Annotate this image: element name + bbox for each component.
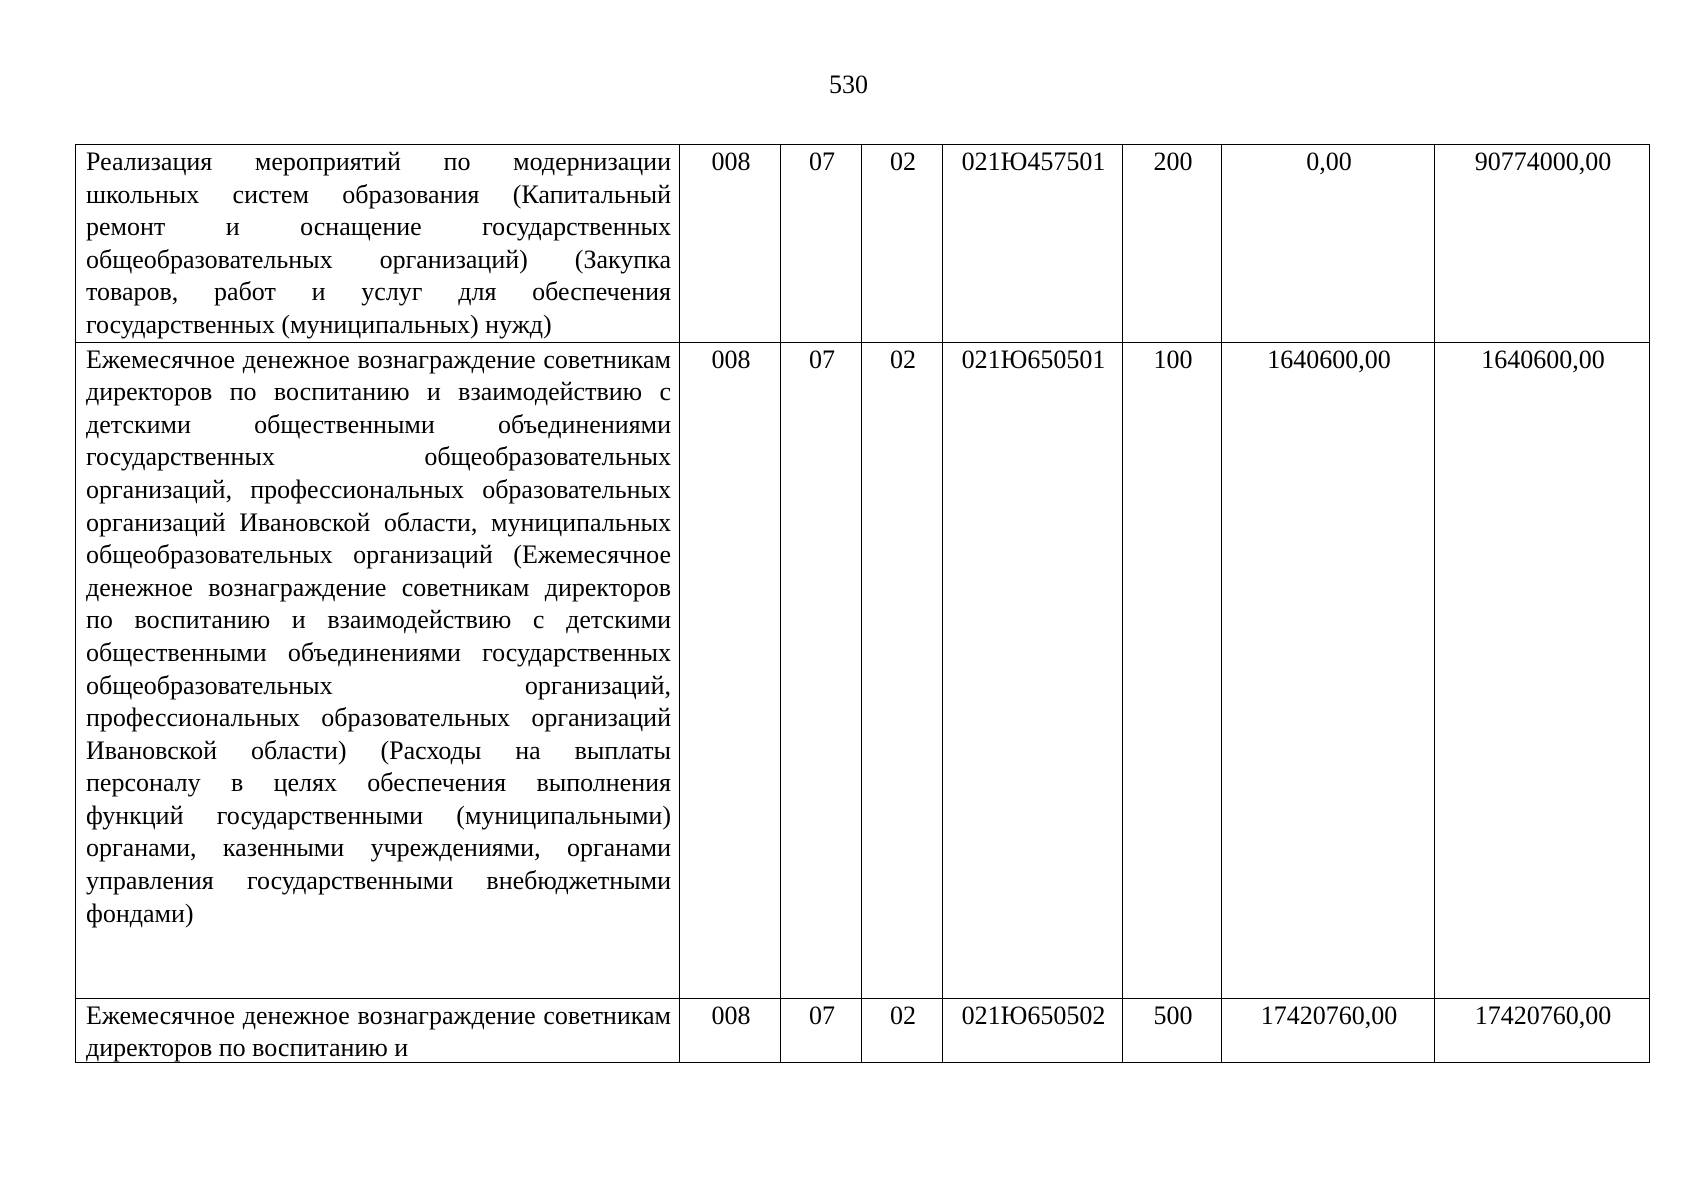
target-article-cell: 021Ю457501 bbox=[943, 145, 1123, 343]
table-row bbox=[76, 342, 1650, 998]
expense-type-cell: 200 bbox=[1123, 145, 1222, 343]
section-code-cell: 07 bbox=[781, 998, 862, 1062]
budget-table bbox=[75, 144, 1650, 1063]
ministry-code-cell: 008 bbox=[680, 145, 781, 343]
expense-type-cell: 100 bbox=[1123, 342, 1222, 998]
section-code-cell: 07 bbox=[781, 145, 862, 343]
table-row bbox=[76, 998, 1650, 1062]
ministry-code-cell: 008 bbox=[680, 998, 781, 1062]
target-article-cell: 021Ю650502 bbox=[943, 998, 1123, 1062]
description-cell: Реализация мероприятий по модернизации школьных систем образования (Капитальный ремонт и оснащение государственных общеобразовательных организаций) (Закупка товаров, работ и услуг для обеспечения государственных (муниципальных) нужд) bbox=[76, 145, 680, 343]
amount-second-cell: 90774000,00 bbox=[1435, 145, 1650, 343]
expense-type-cell: 500 bbox=[1123, 998, 1222, 1062]
amount-first-cell: 0,00 bbox=[1222, 145, 1435, 343]
description-cell: Ежемесячное денежное вознаграждение советникам директоров по воспитанию и взаимодействию с детскими общественными объединениями государственных общеобразовательных организаций, профессиональных образовательных организаций Ивановской области, муниципальных общеобразовательных организаций (Ежемесячное денежное вознаграждение советникам директоров по воспитанию и взаимодействию с детскими общественными объединениями государственных общеобразовательных организаций, профессиональных образовательных организаций Ивановской области) (Расходы на выплаты персоналу в целях обеспечения выполнения функций государственными (муниципальными) органами, казенными учреждениями, органами управления государственными внебюджетными фондами) bbox=[76, 342, 680, 998]
subsection-code-cell: 02 bbox=[862, 998, 943, 1062]
ministry-code-cell: 008 bbox=[680, 342, 781, 998]
page-number: 530 bbox=[829, 70, 868, 99]
section-code-cell: 07 bbox=[781, 342, 862, 998]
amount-second-cell: 1640600,00 bbox=[1435, 342, 1650, 998]
amount-second-cell: 17420760,00 bbox=[1435, 998, 1650, 1062]
table-row bbox=[76, 145, 1650, 343]
amount-first-cell: 17420760,00 bbox=[1222, 998, 1435, 1062]
target-article-cell: 021Ю650501 bbox=[943, 342, 1123, 998]
description-text: Ежемесячное денежное вознаграждение советникам директоров по воспитанию и bbox=[86, 1000, 671, 1062]
description-cell bbox=[76, 998, 680, 1062]
subsection-code-cell: 02 bbox=[862, 145, 943, 343]
amount-first-cell: 1640600,00 bbox=[1222, 342, 1435, 998]
subsection-code-cell: 02 bbox=[862, 342, 943, 998]
